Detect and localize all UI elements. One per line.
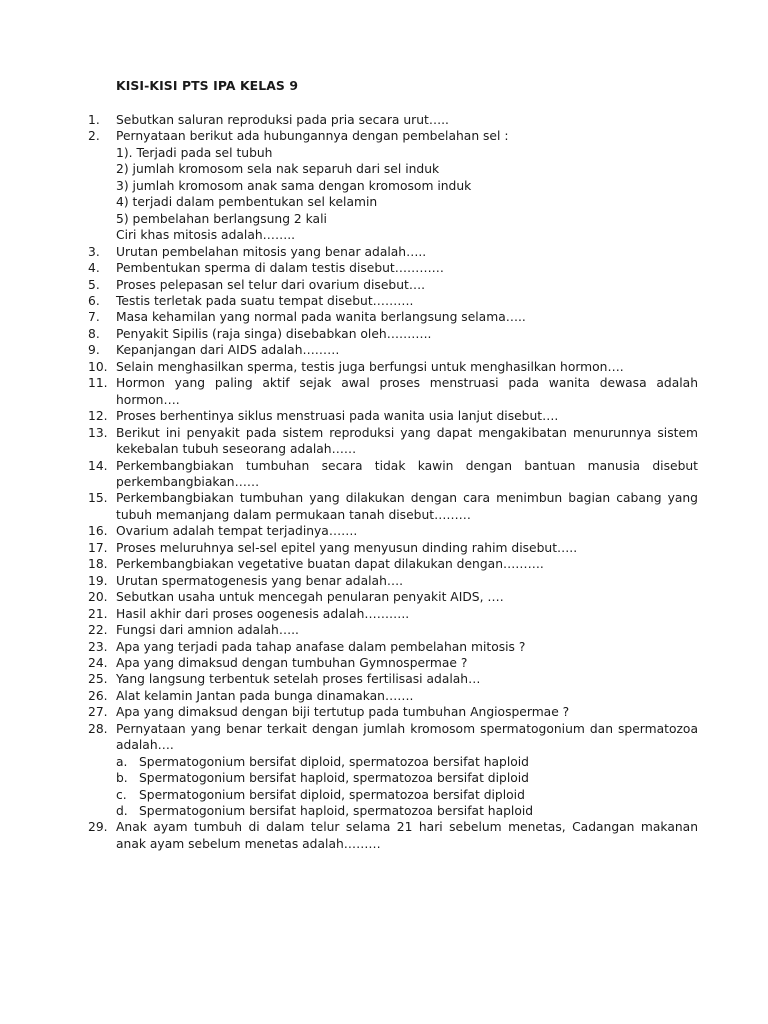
question-number: 8. (88, 326, 100, 341)
answer-options (116, 754, 698, 820)
question-number: 17. (88, 540, 108, 555)
question-text: Perkembangbiakan tumbuhan secara tidak kawin dengan bantuan manusia disebut perkembangbiakan…… (116, 458, 698, 489)
option-text: Spermatogonium bersifat diploid, spermatozoa bersifat haploid (139, 754, 529, 769)
question-number: 12. (88, 409, 108, 424)
question-text: Proses pelepasan sel telur dari ovarium disebut…. (116, 277, 426, 292)
question-text: Anak ayam tumbuh di dalam telur selama 21 hari sebelum menetas, Cadangan makanan anak ayam sebelum menetas adalah……… (116, 820, 698, 851)
question-item (88, 556, 698, 572)
option-text: Spermatogonium bersifat haploid, spermatozoa bersifat haploid (139, 804, 534, 819)
question-number: 3. (88, 244, 100, 259)
question-item (88, 589, 698, 605)
option-letter: d. (116, 804, 128, 819)
question-item (88, 523, 698, 539)
question-number: 11. (88, 376, 108, 391)
question-text: Alat kelamin Jantan pada bunga dinamakan……. (116, 688, 414, 703)
question-text: Masa kehamilan yang normal pada wanita berlangsung selama….. (116, 310, 526, 325)
question-text: Perkembangbiakan tumbuhan yang dilakukan dengan cara menimbun bagian cabang yang tubuh memanjang dalam permukaan tanah disebut……… (116, 491, 698, 522)
question-number: 21. (88, 606, 108, 621)
question-number: 22. (88, 623, 108, 638)
question-item (88, 375, 698, 408)
question-number: 19. (88, 573, 108, 588)
answer-option (116, 770, 698, 786)
question-item (88, 622, 698, 638)
question-text: Hormon yang paling aktif sejak awal proses menstruasi pada wanita dewasa adalah hormon…. (116, 376, 698, 407)
option-letter: a. (116, 754, 128, 769)
option-text: Spermatogonium bersifat diploid, spermatozoa bersifat diploid (139, 787, 525, 802)
question-number: 7. (88, 310, 100, 325)
question-number: 15. (88, 491, 108, 506)
question-item (88, 342, 698, 358)
question-number: 14. (88, 458, 108, 473)
answer-option (116, 787, 698, 803)
question-text: Berikut ini penyakit pada sistem reproduksi yang dapat mengakibatan menurunnya sistem kekebalan tubuh seseorang adalah…… (116, 425, 698, 457)
question-number: 10. (88, 359, 108, 374)
question-text: Perkembangbiakan vegetative buatan dapat dilakukan dengan………. (116, 557, 544, 572)
question-item (88, 260, 698, 276)
question-item (88, 408, 698, 424)
question-item (88, 639, 698, 655)
question-text: Penyakit Sipilis (raja singa) disebabkan oleh……….. (116, 326, 432, 341)
question-number: 29. (88, 820, 108, 835)
option-letter: b. (116, 771, 128, 786)
question-item (88, 606, 698, 622)
question-text: Sebutkan usaha untuk mencegah penularan penyakit AIDS, …. (116, 590, 504, 605)
question-number: 1. (88, 113, 100, 127)
question-text: Sebutkan saluran reproduksi pada pria secara urut….. (116, 113, 449, 127)
question-number: 18. (88, 557, 108, 572)
question-item (88, 540, 698, 556)
question-item (88, 359, 698, 375)
question-item (88, 326, 698, 342)
question-text: Ovarium adalah tempat terjadinya……. (116, 524, 358, 539)
question-text: Pernyataan berikut ada hubungannya dengan pembelahan sel : (116, 129, 509, 144)
question-number: 13. (88, 425, 108, 440)
question-item (88, 277, 698, 293)
question-number: 20. (88, 590, 108, 605)
question-text: Apa yang dimaksud dengan biji tertutup pada tumbuhan Angiospermae ? (116, 705, 570, 720)
question-text: Proses berhentinya siklus menstruasi pada wanita usia lanjut disebut…. (116, 409, 559, 424)
question-text: Hasil akhir dari proses oogenesis adalah……….. (116, 606, 410, 621)
answer-option (116, 803, 698, 819)
question-text: Kepanjangan dari AIDS adalah……… (116, 343, 340, 358)
question-text: Urutan pembelahan mitosis yang benar adalah….. (116, 244, 427, 259)
document-title: KISI-KISI PTS IPA KELAS 9 (116, 78, 299, 93)
question-number: 4. (88, 261, 100, 276)
question-text: Testis terletak pada suatu tempat disebut………. (116, 293, 414, 308)
question-text: Yang langsung terbentuk setelah proses fertilisasi adalah… (116, 672, 481, 687)
question-item (88, 573, 698, 589)
question-statement: 3) jumlah kromosom anak sama dengan kromosom induk (116, 178, 472, 193)
question-item (88, 293, 698, 309)
question-item (88, 309, 698, 325)
question-number: 23. (88, 639, 108, 654)
question-number: 28. (88, 721, 108, 736)
question-text: Selain menghasilkan sperma, testis juga berfungsi untuk menghasilkan hormon…. (116, 359, 624, 374)
question-number: 25. (88, 672, 108, 687)
question-item (88, 244, 698, 260)
question-item (88, 655, 698, 671)
question-item (88, 819, 698, 852)
question-text: Apa yang terjadi pada tahap anafase dalam pembelahan mitosis ? (116, 639, 526, 654)
question-item (88, 128, 698, 243)
question-item (88, 458, 698, 491)
question-list (88, 112, 698, 852)
option-letter: c. (116, 787, 127, 802)
option-text: Spermatogonium bersifat haploid, spermatozoa bersifat diploid (139, 771, 529, 786)
question-text: Pembentukan sperma di dalam testis disebut………… (116, 261, 444, 276)
question-item (88, 425, 698, 458)
question-statement: 2) jumlah kromosom sela nak separuh dari sel induk (116, 162, 440, 177)
question-item (88, 671, 698, 687)
question-number: 6. (88, 293, 100, 308)
answer-option (116, 754, 698, 770)
question-statement: 4) terjadi dalam pembentukan sel kelamin (116, 195, 378, 210)
question-number: 24. (88, 655, 108, 670)
question-number: 9. (88, 343, 100, 358)
question-text: Apa yang dimaksud dengan tumbuhan Gymnospermae ? (116, 655, 468, 670)
question-text: Proses meluruhnya sel-sel epitel yang menyusun dinding rahim disebut….. (116, 540, 578, 555)
question-number: 5. (88, 277, 100, 292)
question-item (88, 112, 698, 128)
question-number: 2. (88, 129, 100, 144)
question-item (88, 721, 698, 820)
question-text: Pernyataan yang benar terkait dengan jumlah kromosom spermatogonium dan spermatozoa adalah…. (116, 721, 698, 753)
question-item (88, 704, 698, 720)
question-statement: 5) pembelahan berlangsung 2 kali (116, 211, 327, 226)
question-number: 16. (88, 524, 108, 539)
question-number: 26. (88, 688, 108, 703)
question-text: Fungsi dari amnion adalah….. (116, 623, 299, 638)
question-text: Urutan spermatogenesis yang benar adalah…. (116, 573, 404, 588)
question-item (88, 688, 698, 704)
question-item (88, 490, 698, 523)
question-statement: 1). Terjadi pada sel tubuh (116, 145, 273, 160)
question-number: 27. (88, 705, 108, 720)
question-statement: Ciri khas mitosis adalah…….. (116, 228, 296, 243)
